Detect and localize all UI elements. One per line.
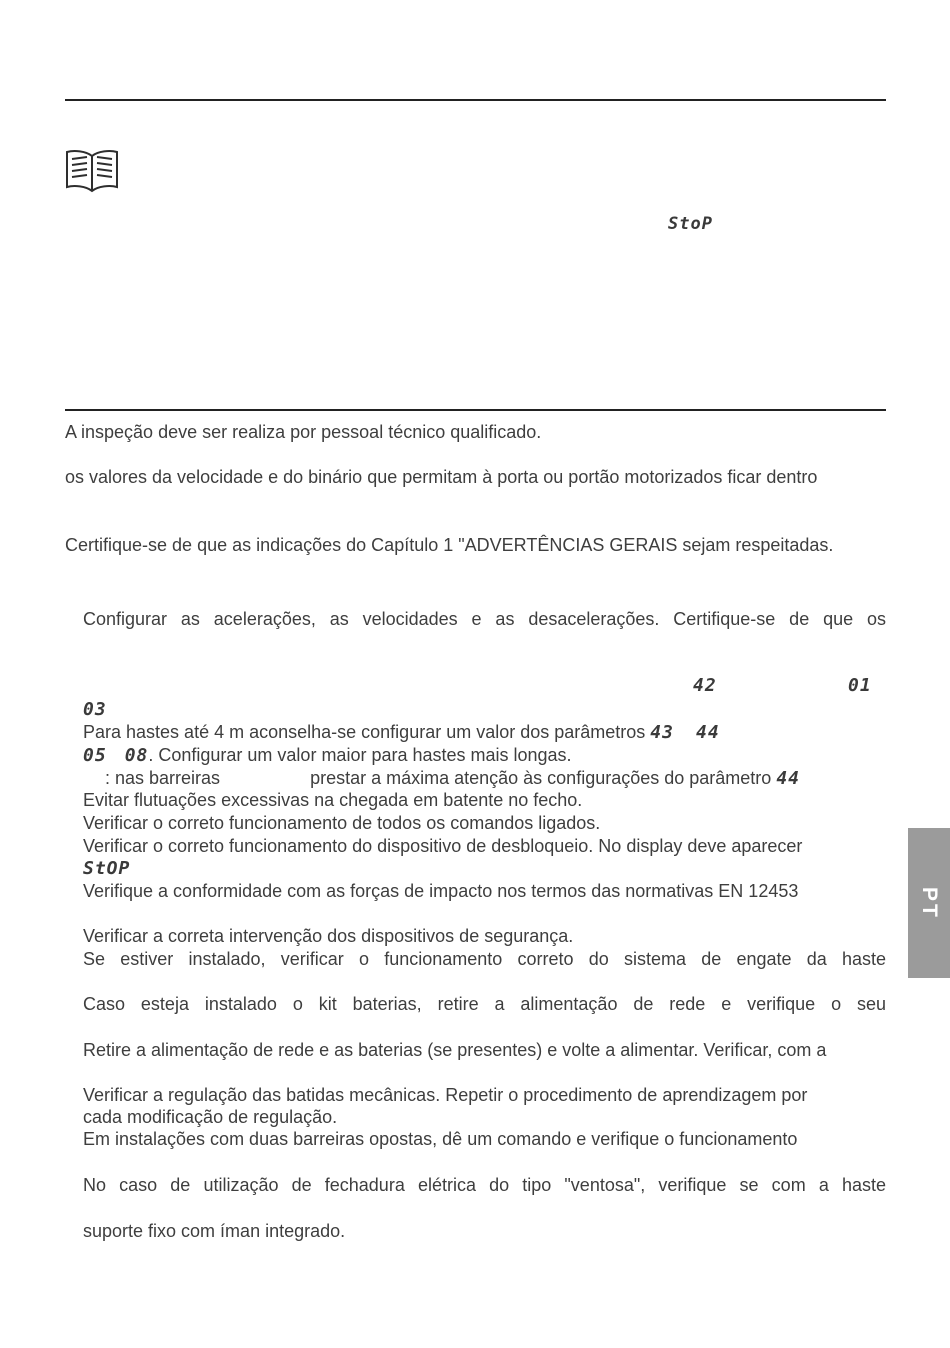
display-param-03-line bbox=[83, 698, 886, 721]
checklist-baterias: Caso esteja instalado o kit baterias, retire a alimentação de rede e verifique o seu bbox=[83, 994, 886, 1014]
display-param-01: 01 bbox=[848, 675, 872, 696]
divider-mid bbox=[65, 409, 886, 411]
display-param-03: 03 bbox=[83, 699, 107, 720]
divider-top bbox=[65, 99, 886, 101]
checklist-hastes-text: Para hastes até 4 m aconselha-se configurar um valor dos parâmetros bbox=[83, 722, 646, 742]
display-param-44: 44 bbox=[696, 722, 720, 743]
display-stop-body: StOP bbox=[83, 858, 131, 879]
checklist-comandos: Verificar o correto funcionamento de todos os comandos ligados. bbox=[83, 813, 601, 833]
checklist-barreiras-prefix: : nas barreiras bbox=[105, 768, 221, 788]
checklist-longer-rods-text: . Configurar um valor maior para hastes mais longas. bbox=[148, 745, 572, 765]
checklist-desbloqueio: Verificar o correto funcionamento do dispositivo de desbloqueio. No display deve aparecer bbox=[83, 836, 803, 856]
display-param-05: 05 bbox=[83, 745, 107, 766]
open-book-icon bbox=[64, 147, 120, 200]
checklist-longer-rods bbox=[83, 744, 886, 767]
checklist-iman: suporte fixo com íman integrado. bbox=[83, 1221, 346, 1241]
language-tab-pt bbox=[908, 828, 950, 978]
display-param-44b: 44 bbox=[776, 768, 801, 789]
checklist-ventosa: No caso de utilização de fechadura elétrica do tipo "ventosa", verifique se com a haste bbox=[83, 1175, 886, 1195]
checklist-en12453: Verifique a conformidade com as forças de impacto nos termos das normativas EN 12453 bbox=[83, 881, 799, 901]
intro-line-1: A inspeção deve ser realiza por pessoal técnico qualificado. bbox=[65, 422, 542, 442]
checklist-barreiras-suffix: prestar a máxima atenção às configurações do parâmetro bbox=[310, 768, 772, 788]
checklist-batidas-1: Verificar a regulação das batidas mecânicas. Repetir o procedimento de aprendizagem por bbox=[83, 1085, 808, 1105]
checklist-seguranca: Verificar a correta intervenção dos dispositivos de segurança. bbox=[83, 926, 574, 946]
checklist-config: Configurar as acelerações, as velocidades e as desacelerações. Certifique-se de que os bbox=[83, 609, 886, 629]
language-tab-label: PT bbox=[918, 886, 941, 920]
checklist-batidas-2: cada modificação de regulação. bbox=[83, 1107, 338, 1127]
checklist-evitar: Evitar flutuações excessivas na chegada em batente no fecho. bbox=[83, 790, 583, 810]
checklist-hastes bbox=[83, 721, 886, 744]
display-param-08: 08 bbox=[124, 745, 149, 766]
display-param-43: 43 bbox=[650, 722, 674, 743]
checklist-opostas: Em instalações com duas barreiras opostas, dê um comando e verifique o funcionamento bbox=[83, 1129, 798, 1149]
intro-line-3: Certifique-se de que as indicações do Capítulo 1 "ADVERTÊNCIAS GERAIS sejam respeitadas. bbox=[65, 535, 834, 555]
intro-line-2: os valores da velocidade e do binário que permitam à porta ou portão motorizados ficar dentro bbox=[65, 467, 818, 487]
checklist-retire: Retire a alimentação de rede e as baterias (se presentes) e volte a alimentar. Verificar, com a bbox=[83, 1040, 827, 1060]
display-param-42: 42 bbox=[693, 675, 717, 696]
display-stop-body-line bbox=[83, 857, 886, 880]
display-stop-top: StoP bbox=[668, 214, 713, 234]
checklist-barreiras bbox=[83, 767, 886, 790]
checklist-engate: Se estiver instalado, verificar o funcionamento correto do sistema de engate da haste bbox=[83, 949, 886, 969]
